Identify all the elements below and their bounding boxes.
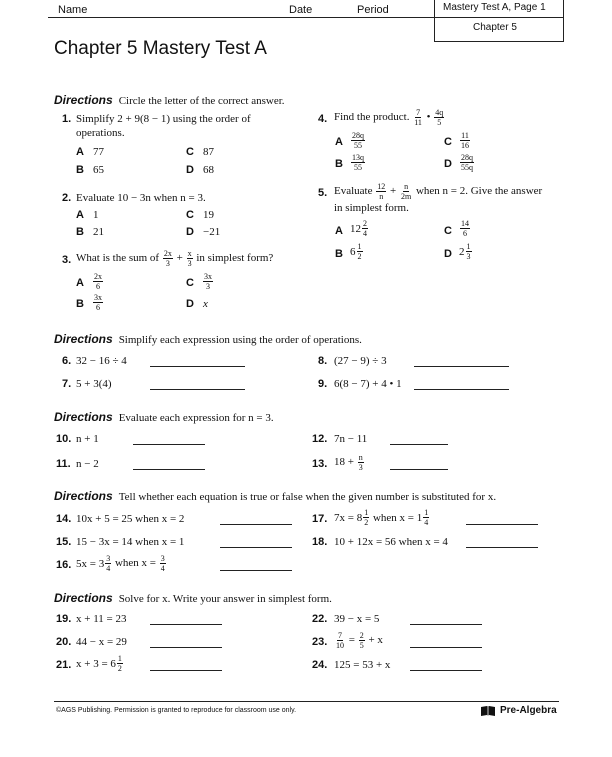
choice-letter[interactable]: A (335, 225, 343, 237)
directions-label: Directions (54, 591, 113, 605)
answer-blank[interactable] (220, 524, 292, 525)
directions-3 (54, 410, 274, 424)
choice-letter[interactable]: B (76, 298, 84, 310)
copyright-text: ©AGS Publishing. Permission is granted to reproduce for classroom use only. (56, 707, 297, 714)
question-number: 9. (318, 378, 328, 390)
directions-text: Tell whether each equation is true or false when the given number is substituted for x. (118, 491, 497, 503)
question-number: 17. (312, 513, 328, 525)
question-text: Simplify 2 + 9(8 − 1) using the order of (76, 113, 251, 125)
question-text: 125 = 53 + x (334, 659, 391, 671)
question-text: Evaluate $\frac{12}{n}$ + $\frac{n}{2m}$ when n = 2. Give the answer (334, 182, 543, 201)
question-text: 10x + 5 = 25 when x = 2 (76, 513, 185, 525)
choice-value: 21 (93, 226, 104, 238)
choice-letter[interactable]: B (335, 248, 343, 260)
question-number: 6. (62, 355, 72, 367)
answer-blank[interactable] (410, 647, 482, 648)
answer-blank[interactable] (410, 670, 482, 671)
answer-blank[interactable] (414, 366, 509, 367)
answer-blank[interactable] (220, 547, 292, 548)
choice-value: $\frac{2x}{6}$ (94, 272, 102, 291)
question-number: 24. (312, 659, 328, 671)
answer-blank[interactable] (133, 469, 205, 470)
choice-letter[interactable]: C (444, 225, 452, 237)
directions-5 (54, 591, 332, 605)
question-number: 22. (312, 613, 328, 625)
answer-blank[interactable] (466, 524, 538, 525)
question-text: n + 1 (76, 433, 99, 445)
choice-value: 68 (203, 164, 214, 176)
directions-text: Solve for x. Write your answer in simplest form. (118, 593, 332, 605)
question-number: 19. (56, 613, 72, 625)
question-number: 7. (62, 378, 72, 390)
question-text: 39 − x = 5 (334, 613, 380, 625)
directions-label: Directions (54, 93, 113, 107)
choice-letter[interactable]: C (186, 146, 194, 158)
choice-value: 12 $\frac{2}{4}$ (350, 219, 367, 238)
choice-letter[interactable]: D (444, 248, 452, 260)
question-text: x + 11 = 23 (76, 613, 127, 625)
question-number: 15. (56, 536, 72, 548)
answer-blank[interactable] (220, 570, 292, 571)
answer-blank[interactable] (390, 444, 448, 445)
brand-label: Pre-Algebra (500, 705, 557, 716)
choice-value: $\frac{14}{6}$ (461, 219, 469, 238)
directions-2 (54, 332, 362, 346)
answer-blank[interactable] (390, 469, 448, 470)
test-info-box (434, 0, 564, 42)
chapter-label: Chapter 5 (473, 22, 517, 33)
question-number: 11. (56, 458, 71, 470)
choice-letter[interactable]: A (76, 146, 84, 158)
question-text: 7n − 11 (334, 433, 368, 445)
answer-blank[interactable] (150, 624, 222, 625)
choice-letter[interactable]: C (186, 209, 194, 221)
answer-blank[interactable] (150, 366, 245, 367)
question-number: 20. (56, 636, 72, 648)
question-number: 3. (62, 254, 72, 266)
answer-blank[interactable] (414, 389, 509, 390)
question-text: 5 + 3(4) (76, 378, 112, 390)
choice-value: x (203, 298, 208, 310)
choice-letter[interactable]: D (186, 298, 194, 310)
choice-value: 19 (203, 209, 214, 221)
choice-value: $\frac{13q}{55}$ (352, 153, 364, 172)
choice-value: $\frac{11}{16}$ (461, 131, 469, 150)
question-text: 7x = 8 $\frac{1}{2}$ when x = 1 $\frac{1}{4}$ (334, 508, 429, 527)
choice-letter[interactable]: A (76, 277, 84, 289)
choice-letter[interactable]: D (444, 158, 452, 170)
period-label: Period (357, 4, 389, 16)
question-text: $\frac{7}{10}$ = $\frac{2}{5}$ + x (336, 631, 383, 650)
choice-value: 1 (93, 209, 99, 221)
question-text: (27 − 9) ÷ 3 (334, 355, 387, 367)
page-title: Chapter 5 Mastery Test A (54, 38, 267, 59)
directions-text: Simplify each expression using the order of operations. (118, 334, 362, 346)
question-number: 23. (312, 636, 328, 648)
answer-blank[interactable] (466, 547, 538, 548)
question-number: 16. (56, 559, 72, 571)
answer-blank[interactable] (150, 389, 245, 390)
choice-letter[interactable]: D (186, 226, 194, 238)
question-number: 10. (56, 433, 72, 445)
choice-value: 6 $\frac{1}{2}$ (350, 242, 362, 261)
question-text: 5x = 3 $\frac{3}{4}$ when x = $\frac{3}{4}$ (76, 554, 165, 573)
question-text: Find the product. $\frac{7}{11}$ • $\frac{4q}{5}$ (334, 108, 444, 127)
directions-label: Directions (54, 410, 113, 424)
choice-letter[interactable]: A (335, 136, 343, 148)
question-number: 13. (312, 458, 328, 470)
question-number: 21. (56, 659, 72, 671)
question-text: 32 − 16 ÷ 4 (76, 355, 127, 367)
book-icon (480, 704, 496, 722)
choice-value: $\frac{28q}{55q}$ (461, 153, 473, 172)
answer-blank[interactable] (150, 647, 222, 648)
question-number: 18. (312, 536, 328, 548)
question-number: 14. (56, 513, 72, 525)
question-text: 18 + $\frac{n}{3}$ (334, 453, 363, 472)
question-number: 5. (318, 187, 328, 199)
directions-4 (54, 489, 496, 503)
choice-value: −21 (203, 226, 221, 238)
choice-value: 2 $\frac{1}{3}$ (459, 242, 471, 261)
directions-1 (54, 93, 285, 107)
choice-letter[interactable]: D (186, 164, 194, 176)
question-text: 6(8 − 7) + 4 • 1 (334, 378, 402, 390)
choice-value: 87 (203, 146, 214, 158)
choice-value: 77 (93, 146, 104, 158)
footer-rule (54, 701, 559, 702)
choice-letter[interactable]: C (186, 277, 194, 289)
question-number: 1. (62, 113, 72, 125)
answer-blank[interactable] (410, 624, 482, 625)
choice-letter[interactable]: A (76, 209, 84, 221)
question-text: operations. (76, 127, 125, 139)
choice-letter[interactable]: B (76, 226, 84, 238)
question-text: 44 − x = 29 (76, 636, 127, 648)
choice-value: 65 (93, 164, 104, 176)
choice-value: $\frac{3x}{6}$ (94, 293, 102, 312)
directions-text: Circle the letter of the correct answer. (118, 95, 285, 107)
question-text: 10 + 12x = 56 when x = 4 (334, 536, 448, 548)
name-label: Name (58, 4, 88, 16)
question-text: x + 3 = 6 $\frac{1}{2}$ (76, 654, 122, 673)
question-text: Evaluate 10 − 3n when n = 3. (76, 192, 206, 204)
choice-value: $\frac{3x}{3}$ (204, 272, 212, 291)
answer-blank[interactable] (150, 670, 222, 671)
question-number: 4. (318, 113, 328, 125)
date-label: Date (289, 4, 313, 16)
question-text: n − 2 (76, 458, 99, 470)
question-text: in simplest form. (334, 202, 409, 214)
choice-letter[interactable]: C (444, 136, 452, 148)
question-number: 2. (62, 192, 72, 204)
question-text: 15 − 3x = 14 when x = 1 (76, 536, 185, 548)
question-text: What is the sum of $\frac{2x}{3}$ + $\frac{x}{3}$ in simplest form? (76, 249, 274, 268)
header-rule (48, 17, 434, 18)
directions-text: Evaluate each expression for n = 3. (118, 412, 274, 424)
choice-value: $\frac{28q}{55}$ (352, 131, 364, 150)
question-number: 8. (318, 355, 328, 367)
test-page-label: Mastery Test A, Page 1 (443, 2, 546, 13)
answer-blank[interactable] (133, 444, 205, 445)
directions-label: Directions (54, 332, 113, 346)
question-number: 12. (312, 433, 328, 445)
choice-letter[interactable]: B (76, 164, 84, 176)
directions-label: Directions (54, 489, 113, 503)
choice-letter[interactable]: B (335, 158, 343, 170)
